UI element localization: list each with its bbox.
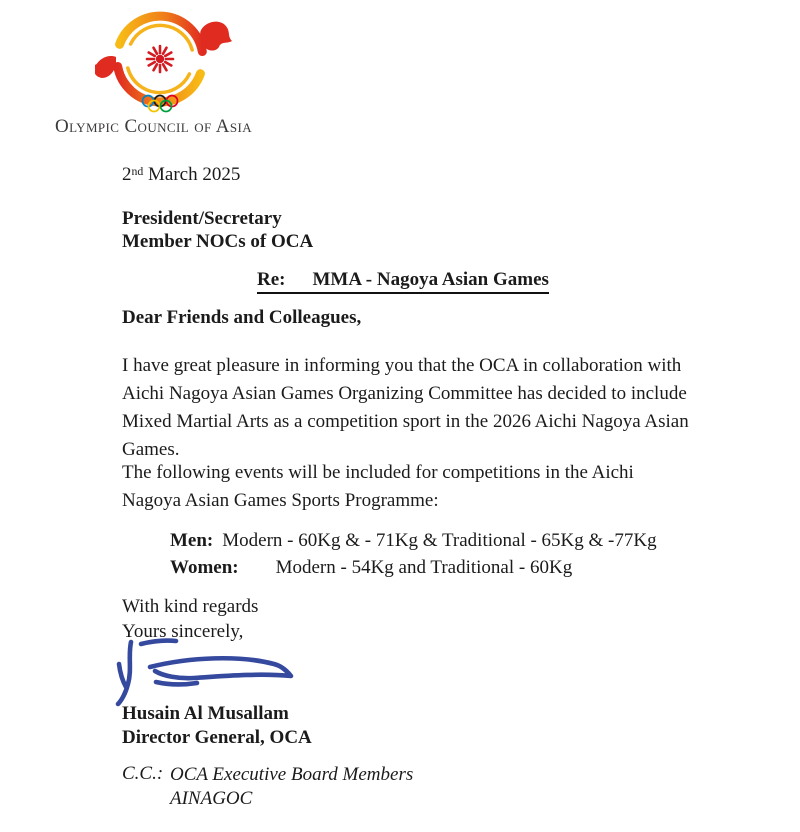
signature-stroke-topdash [141, 641, 176, 644]
recipient-block [122, 207, 313, 253]
date-line [122, 164, 240, 186]
date-day: 2 [122, 164, 132, 185]
closing-line-1: With kind regards [122, 596, 259, 617]
cc-block [122, 763, 413, 811]
swirl-top-inner [131, 25, 193, 50]
closing-line-2: Yours sincerely, [122, 621, 244, 642]
signatory-title: Director General, OCA [122, 727, 312, 748]
events-women-label: Women: [170, 557, 239, 578]
sun-core [156, 55, 164, 63]
subject-underline [257, 269, 549, 294]
subject-text: MMA - Nagoya Asian Games [312, 269, 549, 290]
cc-lines [170, 763, 413, 811]
oca-emblem-icon [95, 6, 265, 114]
events-men-line [170, 527, 657, 554]
paragraph-1: I have great pleasure in informing you that the OCA in collaboration with Aichi Nagoya Asian Games Organizing Committee has decided to include Mixed Martial Arts as a competition sport in the 2026 Aichi Nagoya Asian Games. [122, 355, 689, 460]
oca-logo [55, 6, 305, 138]
cc-label: C.C.: [122, 763, 164, 784]
salutation: Dear Friends and Colleagues, [122, 307, 362, 328]
subject-line [257, 269, 549, 294]
events-men-label: Men: [170, 530, 214, 551]
events-women-line [170, 554, 657, 581]
swirl-bottom-inner [128, 68, 190, 93]
signatory-name: Husain Al Musallam [122, 703, 289, 724]
signature-stroke-swoosh [150, 658, 291, 678]
date-rest: March 2025 [143, 164, 241, 185]
events-men-text: Modern - 60Kg & - 71Kg & Traditional - 65Kg & -77Kg [222, 530, 657, 551]
recipient-line-1: President/Secretary [122, 208, 282, 229]
date-ordinal: nd [131, 164, 144, 178]
signatory-block [122, 702, 312, 750]
recipient-line-2: Member NOCs of OCA [122, 231, 314, 252]
signature-stroke-bottomdash [156, 682, 197, 684]
events-women-text: Modern - 54Kg and Traditional - 60Kg [275, 557, 573, 578]
dragon-head-icon [200, 22, 232, 51]
oca-wordmark: Olympic Council of Asia [55, 116, 253, 137]
cc-line-1: OCA Executive Board Members [170, 764, 414, 785]
signature-stroke-fork [119, 664, 126, 687]
events-block [170, 527, 657, 581]
subject-label: Re: [257, 269, 286, 290]
cc-line-2: AINAGOC [170, 788, 253, 809]
paragraph-2: The following events will be included for competitions in the Aichi Nagoya Asian Games Sports Programme: [122, 462, 634, 511]
bird-head-icon [95, 56, 116, 78]
